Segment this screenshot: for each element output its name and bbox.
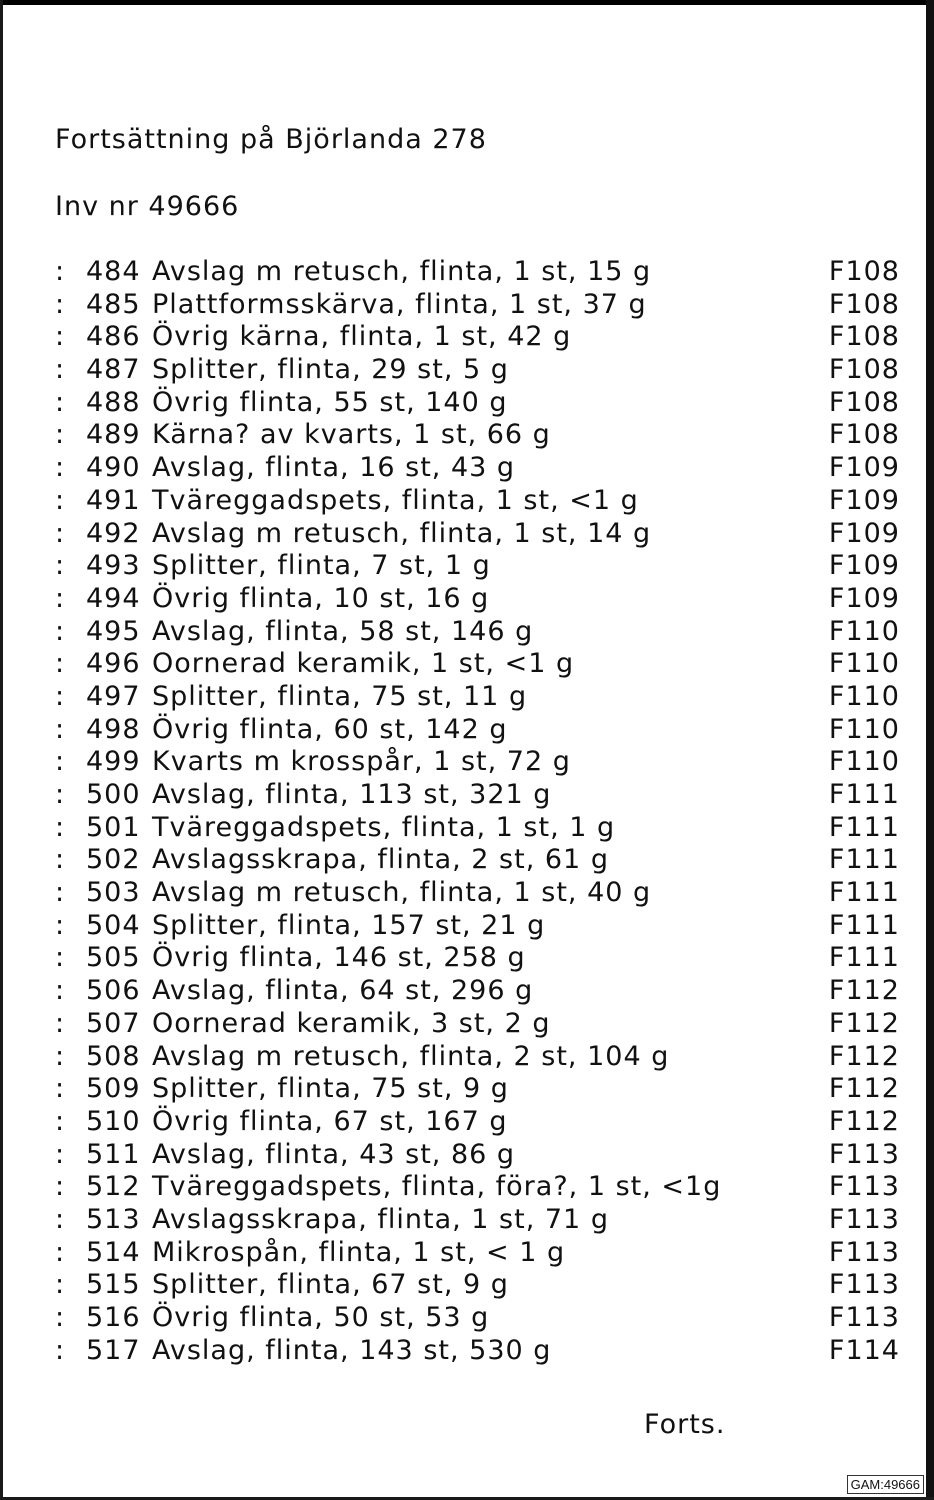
- list-item: [55, 1237, 900, 1270]
- entry-find-code: F109: [828, 582, 900, 614]
- entry-colon: :: [55, 779, 66, 810]
- entry-colon: :: [55, 1171, 66, 1203]
- entry-list: [55, 256, 900, 1367]
- entry-description: Avslagsskrapa, flinta, 1 st, 71 g: [152, 1203, 609, 1235]
- entry-number: 493: [86, 550, 141, 582]
- entry-number: 489: [86, 419, 141, 451]
- entry-description: Avslag, flinta, 113 st, 321 g: [152, 779, 552, 810]
- entry-colon: :: [55, 1334, 66, 1366]
- entry-colon: :: [55, 550, 66, 582]
- entry-number: 492: [86, 517, 141, 549]
- entry-number: 499: [86, 746, 141, 778]
- entry-number: 511: [86, 1138, 141, 1170]
- entry-number: 508: [86, 1040, 141, 1072]
- entry-description: Övrig flinta, 67 st, 167 g: [152, 1105, 508, 1137]
- list-item: [55, 1335, 900, 1368]
- list-item: [55, 1008, 900, 1041]
- entry-description: Övrig flinta, 10 st, 16 g: [152, 582, 490, 614]
- entry-find-code: F108: [828, 386, 900, 418]
- entry-description: Avslag m retusch, flinta, 2 st, 104 g: [152, 1040, 670, 1072]
- entry-find-code: F110: [828, 648, 900, 680]
- entry-find-code: F113: [828, 1269, 900, 1301]
- entry-description: Avslag, flinta, 43 st, 86 g: [152, 1138, 516, 1170]
- list-item: [55, 485, 900, 518]
- entry-number: 512: [86, 1171, 141, 1203]
- entry-colon: :: [55, 582, 66, 614]
- entry-number: 496: [86, 648, 141, 680]
- list-item: [55, 1106, 900, 1139]
- entry-find-code: F111: [828, 844, 900, 876]
- entry-number: 486: [86, 321, 141, 353]
- entry-find-code: F113: [828, 1203, 900, 1235]
- entry-find-code: F110: [828, 746, 900, 778]
- entry-number: 515: [86, 1269, 141, 1301]
- entry-number: 505: [86, 942, 141, 974]
- list-item: [55, 1041, 900, 1074]
- list-item: [55, 387, 900, 420]
- entry-colon: :: [55, 321, 66, 353]
- entry-find-code: F111: [828, 779, 900, 810]
- list-item: [55, 1073, 900, 1106]
- scan-right-edge: [926, 0, 934, 1500]
- entry-find-code: F111: [828, 909, 900, 941]
- entry-description: Övrig kärna, flinta, 1 st, 42 g: [152, 321, 572, 353]
- list-item: [55, 714, 900, 747]
- entry-description: Avslag, flinta, 58 st, 146 g: [152, 615, 534, 647]
- entry-colon: :: [55, 1073, 66, 1105]
- entry-number: 514: [86, 1236, 141, 1268]
- entry-find-code: F112: [828, 975, 900, 1007]
- list-item: [55, 779, 900, 812]
- entry-description: Tväreggadspets, flinta, 1 st, <1 g: [152, 484, 639, 516]
- scan-left-edge: [0, 0, 3, 1500]
- entry-number: 500: [86, 779, 141, 810]
- list-item: [55, 681, 900, 714]
- entry-colon: :: [55, 615, 66, 647]
- entry-number: 502: [86, 844, 141, 876]
- entry-colon: :: [55, 1302, 66, 1333]
- entry-find-code: F112: [828, 1073, 900, 1105]
- entry-number: 513: [86, 1203, 141, 1235]
- list-item: [55, 975, 900, 1008]
- list-item: [55, 877, 900, 910]
- entry-find-code: F108: [828, 419, 900, 451]
- entry-colon: :: [55, 1236, 66, 1268]
- list-item: [55, 1139, 900, 1172]
- list-item: [55, 1269, 900, 1302]
- entry-find-code: F111: [828, 942, 900, 974]
- entry-description: Avslag m retusch, flinta, 1 st, 14 g: [152, 517, 652, 549]
- list-item: [55, 1302, 900, 1335]
- entry-find-code: F113: [828, 1302, 900, 1333]
- entry-find-code: F113: [828, 1236, 900, 1268]
- list-item: [55, 1171, 900, 1204]
- entry-description: Avslag m retusch, flinta, 1 st, 40 g: [152, 877, 652, 909]
- entry-description: Plattformsskärva, flinta, 1 st, 37 g: [152, 288, 647, 320]
- entry-description: Avslag, flinta, 143 st, 530 g: [152, 1334, 552, 1366]
- entry-description: Avslagsskrapa, flinta, 2 st, 61 g: [152, 844, 609, 876]
- entry-colon: :: [55, 844, 66, 876]
- entry-colon: :: [55, 256, 66, 287]
- entry-number: 497: [86, 680, 141, 712]
- entry-find-code: F112: [828, 1040, 900, 1072]
- card-title: Fortsättning på Björlanda 278: [55, 124, 487, 155]
- entry-description: Avslag, flinta, 64 st, 296 g: [152, 975, 534, 1007]
- entry-number: 504: [86, 909, 141, 941]
- entry-find-code: F109: [828, 452, 900, 484]
- entry-description: Tväreggadspets, flinta, 1 st, 1 g: [152, 811, 616, 843]
- list-item: [55, 844, 900, 877]
- list-item: [55, 746, 900, 779]
- list-item: [55, 354, 900, 387]
- list-item: [55, 518, 900, 551]
- entry-colon: :: [55, 909, 66, 941]
- entry-colon: :: [55, 484, 66, 516]
- entry-colon: :: [55, 942, 66, 974]
- entry-colon: :: [55, 452, 66, 484]
- entry-description: Splitter, flinta, 157 st, 21 g: [152, 909, 546, 941]
- entry-find-code: F110: [828, 713, 900, 745]
- entry-find-code: F113: [828, 1171, 900, 1203]
- entry-colon: :: [55, 1138, 66, 1170]
- entry-colon: :: [55, 1269, 66, 1301]
- entry-find-code: F112: [828, 1105, 900, 1137]
- entry-find-code: F108: [828, 354, 900, 386]
- entry-description: Mikrospån, flinta, 1 st, < 1 g: [152, 1236, 566, 1268]
- entry-description: Kärna? av kvarts, 1 st, 66 g: [152, 419, 551, 451]
- entry-colon: :: [55, 288, 66, 320]
- entry-find-code: F112: [828, 1007, 900, 1039]
- entry-description: Avslag m retusch, flinta, 1 st, 15 g: [152, 256, 652, 287]
- entry-number: 487: [86, 354, 141, 386]
- continuation-note: Forts.: [644, 1409, 726, 1440]
- entry-colon: :: [55, 386, 66, 418]
- entry-colon: :: [55, 746, 66, 778]
- entry-find-code: F111: [828, 811, 900, 843]
- entry-description: Tväreggadspets, flinta, föra?, 1 st, <1g: [152, 1171, 722, 1203]
- entry-find-code: F114: [828, 1334, 900, 1366]
- list-item: [55, 289, 900, 322]
- list-item: [55, 321, 900, 354]
- entry-find-code: F108: [828, 321, 900, 353]
- entry-number: 510: [86, 1105, 141, 1137]
- entry-number: 516: [86, 1302, 141, 1333]
- list-item: [55, 583, 900, 616]
- entry-number: 517: [86, 1334, 141, 1366]
- entry-description: Övrig flinta, 146 st, 258 g: [152, 942, 526, 974]
- entry-description: Övrig flinta, 60 st, 142 g: [152, 713, 508, 745]
- inventory-number: Inv nr 49666: [55, 191, 240, 222]
- archive-stamp: GAM:49666: [847, 1475, 924, 1494]
- list-item: [55, 1204, 900, 1237]
- entry-find-code: F109: [828, 484, 900, 516]
- entry-find-code: F110: [828, 680, 900, 712]
- entry-number: 485: [86, 288, 141, 320]
- entry-number: 509: [86, 1073, 141, 1105]
- entry-colon: :: [55, 1105, 66, 1137]
- entry-description: Splitter, flinta, 67 st, 9 g: [152, 1269, 509, 1301]
- entry-colon: :: [55, 517, 66, 549]
- entry-colon: :: [55, 877, 66, 909]
- entry-number: 484: [86, 256, 141, 287]
- list-item: [55, 910, 900, 943]
- entry-colon: :: [55, 1007, 66, 1039]
- scan-top-edge: [0, 0, 934, 5]
- list-item: [55, 550, 900, 583]
- list-item: [55, 256, 900, 289]
- entry-find-code: F111: [828, 877, 900, 909]
- entry-find-code: F109: [828, 517, 900, 549]
- entry-description: Avslag, flinta, 16 st, 43 g: [152, 452, 516, 484]
- entry-find-code: F108: [828, 256, 900, 287]
- entry-description: Splitter, flinta, 75 st, 9 g: [152, 1073, 509, 1105]
- entry-description: Oornerad keramik, 3 st, 2 g: [152, 1007, 551, 1039]
- entry-number: 498: [86, 713, 141, 745]
- entry-number: 491: [86, 484, 141, 516]
- entry-colon: :: [55, 680, 66, 712]
- entry-description: Övrig flinta, 55 st, 140 g: [152, 386, 508, 418]
- list-item: [55, 942, 900, 975]
- list-item: [55, 616, 900, 649]
- entry-find-code: F110: [828, 615, 900, 647]
- entry-find-code: F113: [828, 1138, 900, 1170]
- entry-description: Kvarts m krosspår, 1 st, 72 g: [152, 746, 571, 778]
- entry-colon: :: [55, 354, 66, 386]
- entry-number: 507: [86, 1007, 141, 1039]
- entry-number: 490: [86, 452, 141, 484]
- list-item: [55, 452, 900, 485]
- entry-colon: :: [55, 648, 66, 680]
- entry-number: 488: [86, 386, 141, 418]
- entry-colon: :: [55, 975, 66, 1007]
- entry-number: 503: [86, 877, 141, 909]
- entry-description: Splitter, flinta, 75 st, 11 g: [152, 680, 528, 712]
- list-item: [55, 648, 900, 681]
- entry-colon: :: [55, 1203, 66, 1235]
- entry-description: Oornerad keramik, 1 st, <1 g: [152, 648, 575, 680]
- entry-description: Övrig flinta, 50 st, 53 g: [152, 1302, 490, 1333]
- list-item: [55, 812, 900, 845]
- entry-colon: :: [55, 713, 66, 745]
- entry-find-code: F109: [828, 550, 900, 582]
- entry-colon: :: [55, 1040, 66, 1072]
- list-item: [55, 419, 900, 452]
- entry-description: Splitter, flinta, 7 st, 1 g: [152, 550, 491, 582]
- entry-find-code: F108: [828, 288, 900, 320]
- entry-number: 495: [86, 615, 141, 647]
- entry-number: 506: [86, 975, 141, 1007]
- entry-number: 501: [86, 811, 141, 843]
- entry-colon: :: [55, 811, 66, 843]
- entry-number: 494: [86, 582, 141, 614]
- entry-description: Splitter, flinta, 29 st, 5 g: [152, 354, 509, 386]
- entry-colon: :: [55, 419, 66, 451]
